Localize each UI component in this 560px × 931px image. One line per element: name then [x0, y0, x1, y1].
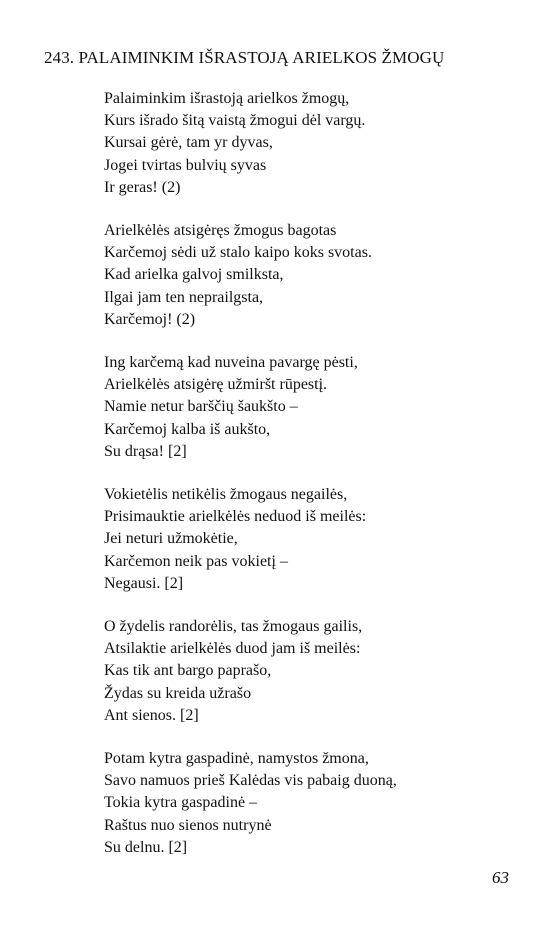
stanza-4 — [104, 484, 534, 595]
poem-line: Ilgai jam ten neprailgsta, — [104, 288, 264, 306]
poem-line: Kad arielka galvoj smilksta, — [104, 266, 284, 284]
poem-line: Karčemon neik pas vokietį – — [104, 552, 288, 570]
poem-line: Potam kytra gaspadinė, namystos žmona, — [104, 750, 369, 768]
poem-line: Namie netur barščių šaukšto – — [104, 398, 298, 416]
poem-line: Arielkėlės atsigėręs žmogus bagotas — [104, 222, 337, 240]
poem-line: Arielkėlės atsigėrę užmiršt rūpestį. — [104, 376, 328, 394]
poem-line: O žydelis randorėlis, tas žmogaus gailis, — [104, 618, 363, 636]
poem-line: Prisimauktie arielkėlės neduod iš meilės: — [104, 508, 367, 526]
poem-line: Žydas su kreida užrašo — [104, 684, 252, 702]
poem-line: Kurs išrado šitą vaistą žmogui dėl vargų. — [104, 112, 366, 130]
poem-line: Su delnu. [2] — [104, 838, 188, 856]
page-number: 63 — [492, 868, 509, 887]
poem-line: Ing karčemą kad nuveina pavargę pėsti, — [104, 354, 358, 372]
poem-body — [104, 88, 534, 880]
poem-line: Negausi. [2] — [104, 574, 184, 592]
poem-line: Savo namuos prieš Kalėdas vis pabaig duoną, — [104, 772, 397, 790]
poem-line: Karčemoj sėdi už stalo kaipo koks svotas. — [104, 244, 372, 262]
poem-line: Jogei tvirtas bulvių syvas — [104, 156, 267, 174]
stanza-6 — [104, 748, 534, 859]
poem-line: Palaiminkim išrastoją arielkos žmogų, — [104, 90, 350, 107]
poem-title: 243. PALAIMINKIM IŠRASTOJĄ ARIELKOS ŽMOGŲ — [44, 48, 445, 67]
stanza-5 — [104, 616, 534, 727]
poem-line: Kursai gėrė, tam yr dyvas, — [104, 134, 273, 152]
stanza-2 — [104, 220, 534, 331]
poem-line: Ant sienos. [2] — [104, 706, 199, 724]
poem-line: Vokietėlis netikėlis žmogaus negailės, — [104, 486, 348, 504]
poem-line: Karčemoj kalba iš aukšto, — [104, 420, 271, 438]
poem-line: Jei neturi užmokėtie, — [104, 530, 238, 548]
poem-line: Raštus nuo sienos nutrynė — [104, 816, 272, 834]
poem-line: Karčemoj! (2) — [104, 310, 196, 328]
poem-line: Atsilaktie arielkėlės duod jam iš meilės: — [104, 640, 361, 658]
poem-line: Ir geras! (2) — [104, 178, 181, 196]
poem-line: Su drąsa! [2] — [104, 442, 187, 460]
poem-line: Tokia kytra gaspadinė – — [104, 794, 258, 812]
poem-line: Kas tik ant bargo paprašo, — [104, 662, 272, 680]
stanza-1 — [104, 88, 534, 199]
stanza-3 — [104, 352, 534, 463]
